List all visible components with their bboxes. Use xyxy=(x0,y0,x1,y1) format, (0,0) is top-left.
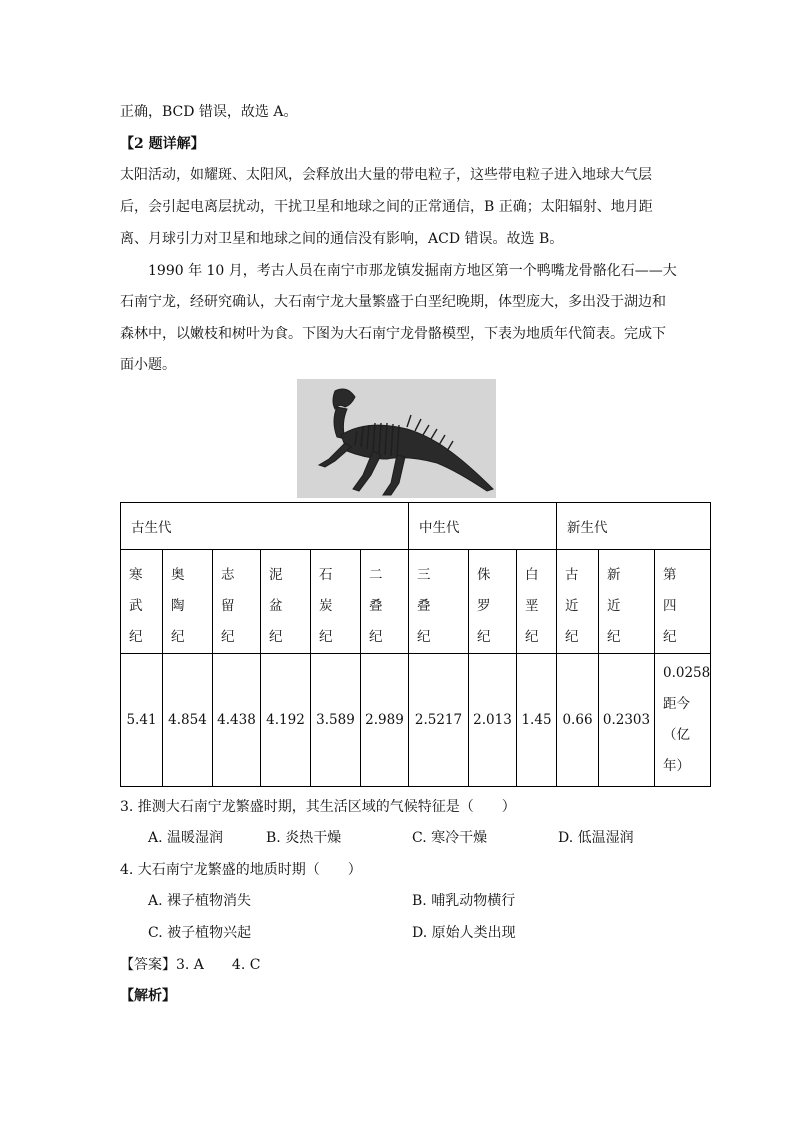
q2-explanation-line-3: 离、月球引力对卫星和地球之间的通信没有影响，ACD 错误。故选 B。 xyxy=(120,231,564,247)
q2-explanation-line-2: 后，会引起电离层扰动，干扰卫星和地球之间的正常通信，B 正确；太阳辐射、地月距 xyxy=(120,199,653,215)
q3-option-c: C. 寒冷干燥 xyxy=(412,830,488,846)
intro-line-4: 面小题。 xyxy=(120,357,176,373)
q2-explanation-line-1: 太阳活动，如耀斑、太阳风，会释放出大量的带电粒子，这些带电粒子进入地球大气层 xyxy=(120,167,652,183)
period-jurassic: 侏 罗 纪 xyxy=(469,550,517,654)
q3-stem: 3. 推测大石南宁龙繁盛时期，其生活区域的气候特征是（ ） xyxy=(120,799,516,815)
value-devonian: 4.192 xyxy=(261,654,311,787)
era-cenozoic: 新生代 xyxy=(557,503,711,550)
q4-option-d: D. 原始人类出现 xyxy=(412,925,516,941)
q4-option-c: C. 被子植物兴起 xyxy=(148,925,252,941)
period-triassic: 三 叠 纪 xyxy=(409,550,469,654)
dinosaur-skeleton-figure xyxy=(297,379,496,498)
q2-detail-heading: 【2 题详解】 xyxy=(120,136,205,152)
intro-line-2: 石南宁龙，经研究确认，大石南宁龙大量繁盛于白垩纪晚期，体型庞大，多出没于湖边和 xyxy=(120,294,666,310)
q4-stem: 4. 大石南宁龙繁盛的地质时期（ ） xyxy=(120,862,362,878)
period-cambrian: 寒 武 纪 xyxy=(121,550,163,654)
era-paleozoic: 古生代 xyxy=(121,503,409,550)
period-paleogene: 古 近 纪 xyxy=(557,550,599,654)
period-permian: 二 叠 纪 xyxy=(361,550,409,654)
value-neogene: 0.2303 xyxy=(599,654,655,787)
q3-option-d: D. 低温湿润 xyxy=(558,830,634,846)
value-jurassic: 2.013 xyxy=(469,654,517,787)
value-permian: 2.989 xyxy=(361,654,409,787)
q3-option-b: B. 炎热干燥 xyxy=(266,830,342,846)
value-ordovician: 4.854 xyxy=(163,654,213,787)
q3-option-a: A. 温暖湿润 xyxy=(148,830,224,846)
intro-line-1: 1990 年 10 月，考古人员在南宁市那龙镇发掘南方地区第一个鸭嘴龙骨骼化石——大 xyxy=(148,263,677,279)
q4-option-a: A. 裸子植物消失 xyxy=(148,893,252,909)
period-devonian: 泥 盆 纪 xyxy=(261,550,311,654)
analysis-heading: 【解析】 xyxy=(120,988,176,1004)
value-carboniferous: 3.589 xyxy=(311,654,361,787)
value-triassic: 2.5217 xyxy=(409,654,469,787)
value-quaternary: 0.0258 距今 （亿 年） xyxy=(655,654,711,787)
value-cambrian: 5.41 xyxy=(121,654,163,787)
value-cretaceous: 1.45 xyxy=(517,654,557,787)
period-carboniferous: 石 炭 纪 xyxy=(311,550,361,654)
previous-answer-tail: 正确，BCD 错误，故选 A。 xyxy=(120,104,298,120)
period-cretaceous: 白 垩 纪 xyxy=(517,550,557,654)
answer-line: 【答案】3. A 4. C xyxy=(120,957,261,973)
q4-option-b: B. 哺乳动物横行 xyxy=(412,893,516,909)
period-quaternary: 第 四 纪 xyxy=(655,550,711,654)
era-mesozoic: 中生代 xyxy=(409,503,557,550)
period-silurian: 志 留 纪 xyxy=(213,550,261,654)
value-silurian: 4.438 xyxy=(213,654,261,787)
value-paleogene: 0.66 xyxy=(557,654,599,787)
geologic-time-table xyxy=(120,502,711,787)
intro-line-3: 森林中，以嫩枝和树叶为食。下图为大石南宁龙骨骼模型，下表为地质年代简表。完成下 xyxy=(120,326,666,342)
period-neogene: 新 近 纪 xyxy=(599,550,655,654)
period-ordovician: 奥 陶 纪 xyxy=(163,550,213,654)
